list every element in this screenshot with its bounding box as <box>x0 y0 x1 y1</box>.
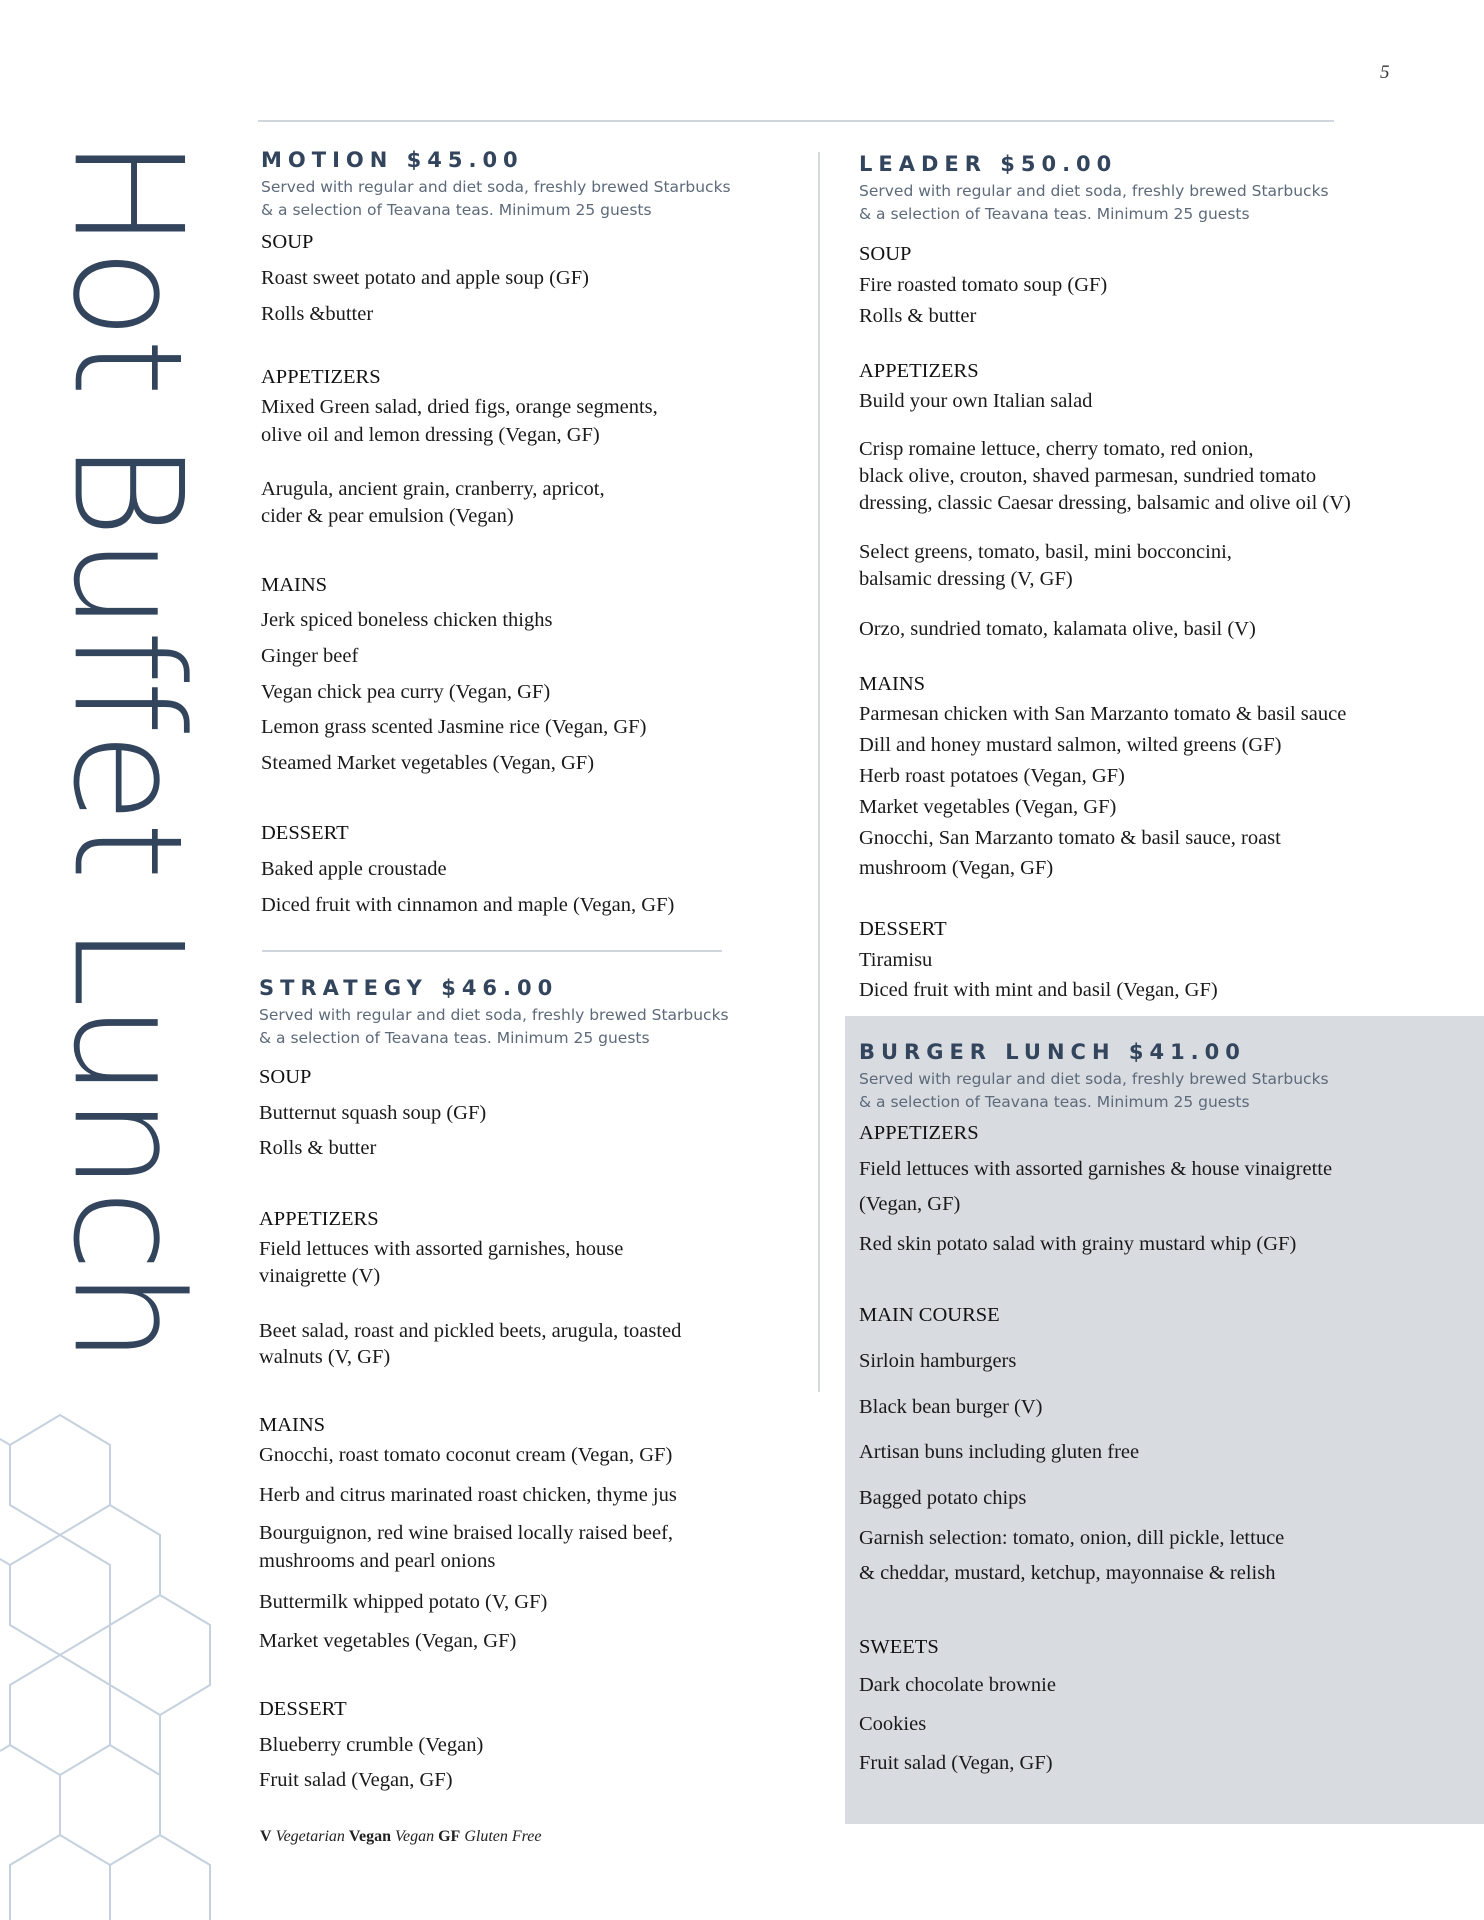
legend-label: Gluten Free <box>464 1828 542 1845</box>
menu-item: cider & pear emulsion (Vegan) <box>261 505 514 527</box>
menu-item: (Vegan, GF) <box>859 1193 961 1215</box>
menu-item: Dill and honey mustard salmon, wilted greens (GF) <box>859 734 1282 756</box>
menu-item: Gnocchi, roast tomato coconut cream (Vegan, GF) <box>259 1444 673 1466</box>
legend-label: Vegetarian <box>275 1828 345 1845</box>
menu-item: Market vegetables (Vegan, GF) <box>859 796 1117 818</box>
menu-item: Gnocchi, San Marzanto tomato & basil sauce, roast <box>859 827 1281 849</box>
menu-title: LEADER $50.00 <box>859 152 1118 176</box>
menu-description: & a selection of Teavana teas. Minimum 25 guests <box>859 205 1250 223</box>
menu-description: Served with regular and diet soda, freshly brewed Starbucks <box>259 1006 729 1024</box>
page-number: 5 <box>1380 62 1390 83</box>
menu-item: Fruit salad (Vegan, GF) <box>259 1769 453 1791</box>
menu-item: Steamed Market vegetables (Vegan, GF) <box>261 752 595 774</box>
category-heading: APPETIZERS <box>859 1122 979 1144</box>
menu-description: & a selection of Teavana teas. Minimum 25 guests <box>261 201 652 219</box>
burger-lunch-menu <box>859 1040 1329 1114</box>
side-title <box>40 137 215 1363</box>
menu-item: Field lettuces with assorted garnishes, house <box>259 1238 624 1260</box>
menu-item: Build your own Italian salad <box>859 390 1093 412</box>
hexagon-pattern-icon <box>0 1400 220 1920</box>
menu-item: Cookies <box>859 1713 927 1735</box>
menu-title: BURGER LUNCH $41.00 <box>859 1040 1246 1064</box>
menu-item: Dark chocolate brownie <box>859 1674 1056 1696</box>
menu-item: Diced fruit with cinnamon and maple (Vegan, GF) <box>261 894 675 916</box>
category-heading: DESSERT <box>859 918 947 940</box>
menu-item: Fire roasted tomato soup (GF) <box>859 274 1108 296</box>
menu-item: Tiramisu <box>859 949 933 971</box>
category-heading: SWEETS <box>859 1636 939 1658</box>
motion-menu <box>261 148 731 222</box>
menu-title: STRATEGY $46.00 <box>259 976 559 1000</box>
menu-title: MOTION $45.00 <box>261 148 524 172</box>
top-divider <box>258 120 1334 122</box>
menu-item: olive oil and lemon dressing (Vegan, GF) <box>261 424 600 446</box>
menu-item: Bagged potato chips <box>859 1487 1027 1509</box>
menu-item: Arugula, ancient grain, cranberry, apricot, <box>261 478 605 500</box>
menu-item: Buttermilk whipped potato (V, GF) <box>259 1591 548 1613</box>
menu-item: Red skin potato salad with grainy mustard whip (GF) <box>859 1233 1297 1255</box>
menu-item: Lemon grass scented Jasmine rice (Vegan, GF) <box>261 716 647 738</box>
leader-menu <box>859 152 1329 226</box>
menu-item: Rolls & butter <box>259 1137 377 1159</box>
menu-item: dressing, classic Caesar dressing, balsamic and olive oil (V) <box>859 492 1351 514</box>
menu-item: Herb roast potatoes (Vegan, GF) <box>859 765 1125 787</box>
menu-item: Roast sweet potato and apple soup (GF) <box>261 267 589 289</box>
menu-item: Rolls &butter <box>261 303 374 325</box>
menu-item: Field lettuces with assorted garnishes & house vinaigrette <box>859 1158 1333 1180</box>
dietary-legend <box>260 1828 541 1846</box>
menu-item: Baked apple croustade <box>261 858 447 880</box>
menu-item: Vegan chick pea curry (Vegan, GF) <box>261 681 551 703</box>
category-heading: MAINS <box>859 673 926 695</box>
category-heading: APPETIZERS <box>261 366 381 388</box>
menu-item: Ginger beef <box>261 645 359 667</box>
legend-key: Vegan <box>348 1828 391 1845</box>
menu-item: Black bean burger (V) <box>859 1396 1043 1418</box>
legend-label: Vegan <box>394 1828 435 1845</box>
side-title-text: Hot Buffet Lunch <box>40 137 215 1363</box>
menu-item: Sirloin hamburgers <box>859 1350 1017 1372</box>
menu-description: & a selection of Teavana teas. Minimum 25 guests <box>259 1029 650 1047</box>
menu-item: Beet salad, roast and pickled beets, arugula, toasted <box>259 1320 682 1342</box>
category-heading: MAINS <box>259 1414 326 1436</box>
menu-description: & a selection of Teavana teas. Minimum 25 guests <box>859 1093 1250 1111</box>
menu-item: Rolls & butter <box>859 305 977 327</box>
category-heading: APPETIZERS <box>259 1208 379 1230</box>
legend-key: GF <box>438 1828 461 1845</box>
category-heading: DESSERT <box>259 1698 347 1720</box>
menu-item: Market vegetables (Vegan, GF) <box>259 1630 517 1652</box>
menu-item: Garnish selection: tomato, onion, dill pickle, lettuce <box>859 1527 1285 1549</box>
category-heading: SOUP <box>261 231 314 253</box>
menu-item: black olive, crouton, shaved parmesan, sundried tomato <box>859 465 1317 487</box>
strategy-menu <box>259 976 729 1050</box>
category-heading: APPETIZERS <box>859 360 979 382</box>
menu-description: Served with regular and diet soda, freshly brewed Starbucks <box>859 1070 1329 1088</box>
menu-item: walnuts (V, GF) <box>259 1346 391 1368</box>
menu-item: Select greens, tomato, basil, mini bocconcini, <box>859 541 1232 563</box>
section-divider <box>262 950 722 952</box>
menu-item: Diced fruit with mint and basil (Vegan, GF) <box>859 979 1218 1001</box>
menu-item: vinaigrette (V) <box>259 1265 381 1287</box>
menu-item: Bourguignon, red wine braised locally raised beef, <box>259 1522 674 1544</box>
menu-item: Orzo, sundried tomato, kalamata olive, basil (V) <box>859 618 1256 640</box>
menu-description: Served with regular and diet soda, freshly brewed Starbucks <box>261 178 731 196</box>
column-divider <box>818 152 820 1392</box>
menu-description: Served with regular and diet soda, freshly brewed Starbucks <box>859 182 1329 200</box>
menu-item: Parmesan chicken with San Marzanto tomato & basil sauce <box>859 703 1347 725</box>
menu-item: Fruit salad (Vegan, GF) <box>859 1752 1053 1774</box>
menu-item: mushroom (Vegan, GF) <box>859 857 1054 879</box>
category-heading: MAINS <box>261 574 328 596</box>
legend-key: V <box>260 1828 272 1845</box>
menu-item: Blueberry crumble (Vegan) <box>259 1734 484 1756</box>
menu-item: Mixed Green salad, dried figs, orange segments, <box>261 396 658 418</box>
category-heading: MAIN COURSE <box>859 1304 1000 1326</box>
category-heading: DESSERT <box>261 822 349 844</box>
menu-item: Jerk spiced boneless chicken thighs <box>261 609 553 631</box>
category-heading: SOUP <box>859 243 912 265</box>
menu-item: Artisan buns including gluten free <box>859 1441 1140 1463</box>
menu-item: Herb and citrus marinated roast chicken, thyme jus <box>259 1484 677 1506</box>
menu-item: & cheddar, mustard, ketchup, mayonnaise & relish <box>859 1562 1276 1584</box>
menu-item: Crisp romaine lettuce, cherry tomato, red onion, <box>859 438 1254 460</box>
menu-item: Butternut squash soup (GF) <box>259 1102 487 1124</box>
menu-item: mushrooms and pearl onions <box>259 1550 496 1572</box>
category-heading: SOUP <box>259 1066 312 1088</box>
menu-item: balsamic dressing (V, GF) <box>859 568 1073 590</box>
